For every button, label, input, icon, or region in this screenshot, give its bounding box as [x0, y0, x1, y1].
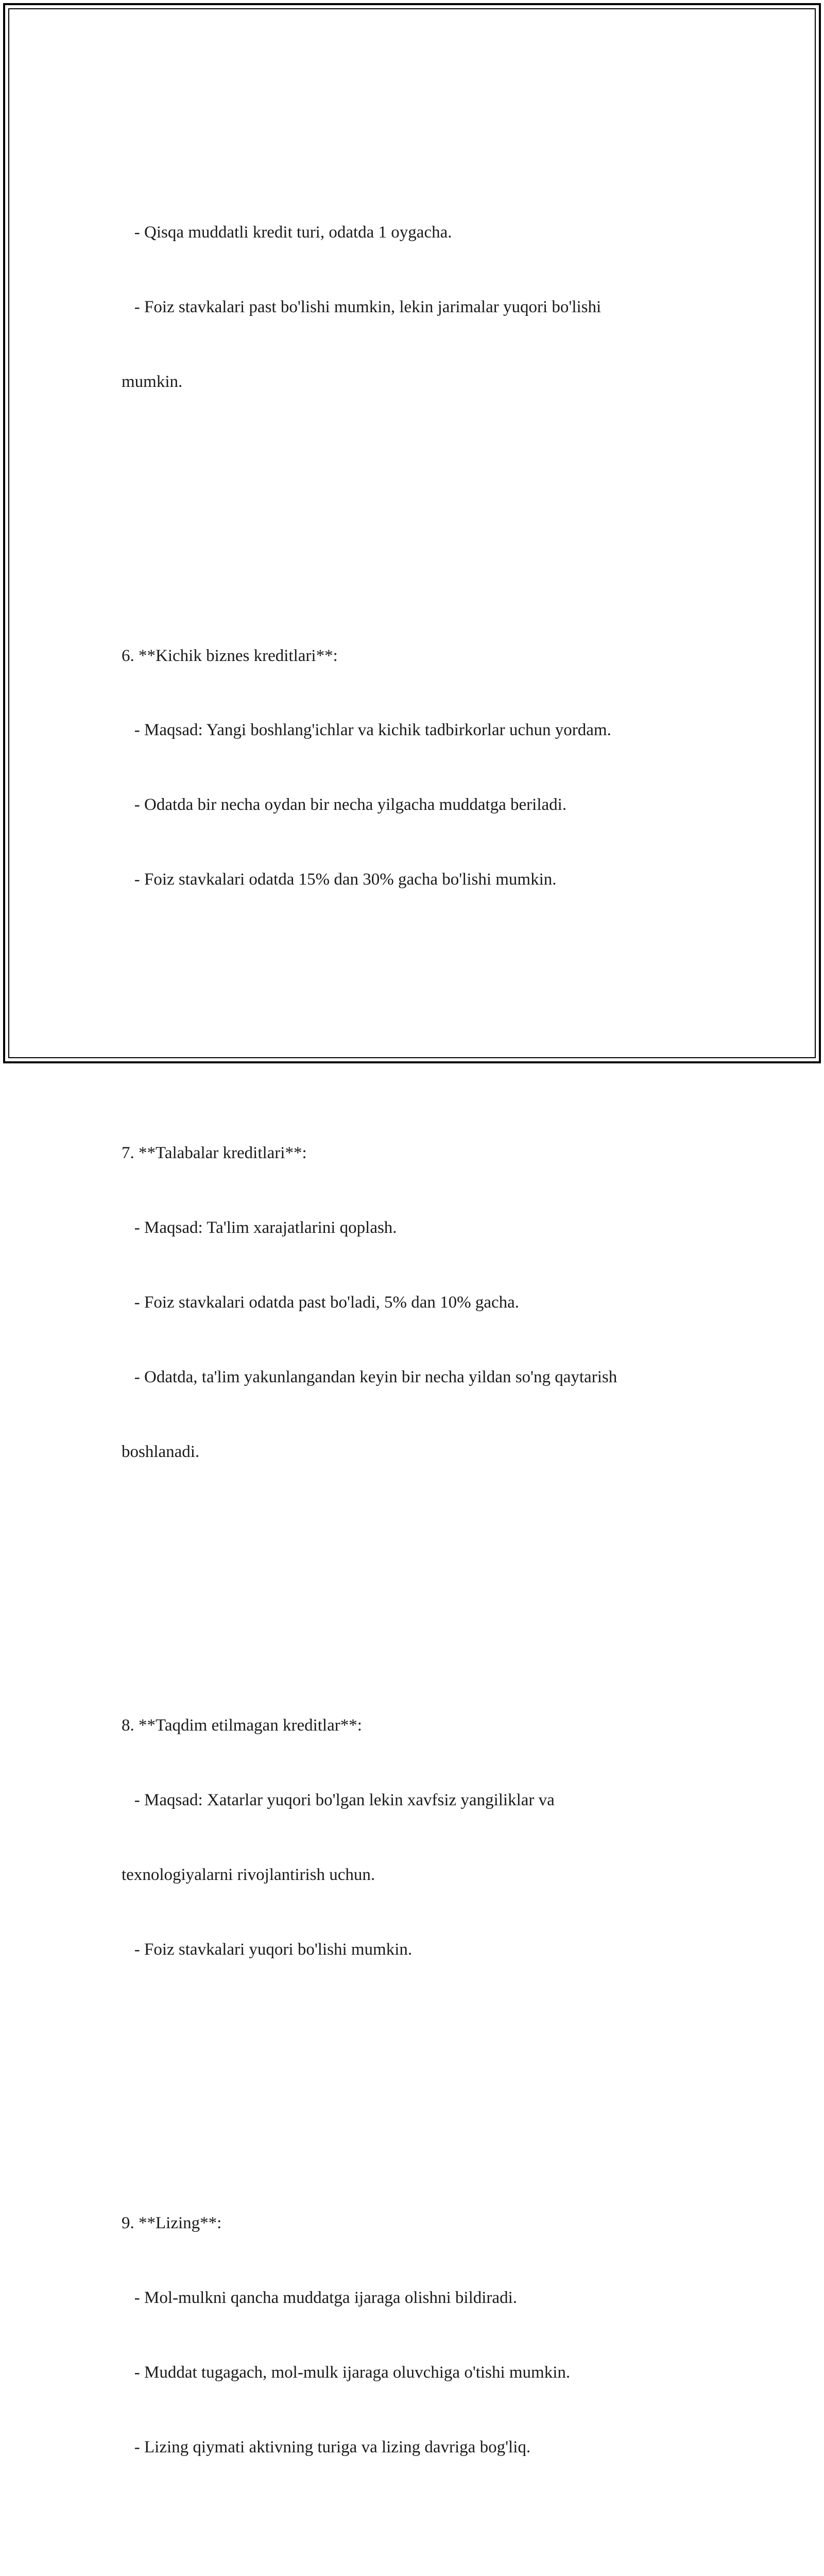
section-unsecured-loans [122, 1664, 703, 2012]
section-heading: 6. **Kichik biznes kreditlari**: [122, 646, 338, 665]
list-item: - Odatda, ta'lim yakunlangandan keyin bir necha yildan so'ng qaytarish [122, 1368, 617, 1387]
section-heading: 7. **Talabalar kreditlari**: [122, 1144, 307, 1163]
list-item: - Odatda bir necha oydan bir necha yilgacha muddatga beriladi. [122, 795, 567, 815]
list-item: - Maqsad: Ta'lim xarajatlarini qoplash. [122, 1218, 397, 1238]
text-line: - Qisqa muddatli kredit turi, odatda 1 oygacha. [122, 223, 452, 242]
list-item: - Foiz stavkalari odatda 15% dan 30% gacha bo'lishi mumkin. [122, 870, 557, 889]
list-item: - Maqsad: Yangi boshlang'ichlar va kichik tadbirkorlar uchun yordam. [122, 721, 611, 740]
section-small-business-loans [122, 594, 703, 942]
paragraph-gap [122, 2061, 703, 2086]
list-item: - Muddat tugagach, mol-mulk ijaraga oluvchiga o'tishi mumkin. [122, 2363, 571, 2382]
paragraph-gap [122, 494, 703, 519]
intro-block [122, 171, 703, 444]
list-item: - Mol-mulkni qancha muddatga ijaraga olishni bildiradi. [122, 2289, 517, 2308]
list-item: - Foiz stavkalari yuqori bo'lishi mumkin. [122, 1940, 413, 1959]
document-body [122, 96, 703, 2576]
section-heading: 8. **Taqdim etilmagan kreditlar**: [122, 1716, 362, 1735]
list-item: - Lizing qiymati aktivning turiga va lizing davriga bog'liq. [122, 2437, 531, 2456]
section-heading: 9. **Lizing**: [122, 2214, 222, 2233]
paragraph-gap [122, 2559, 703, 2576]
list-item: boshlanadi. [122, 1443, 200, 1462]
paragraph-gap [122, 1564, 703, 1589]
section-student-loans [122, 1091, 703, 1514]
paragraph-gap [122, 992, 703, 1016]
text-line: mumkin. [122, 372, 183, 392]
text-line: - Foiz stavkalari past bo'lishi mumkin, lekin jarimalar yuqori bo'lishi [122, 298, 602, 317]
list-item: - Maqsad: Xatarlar yuqori bo'lgan lekin xavfsiz yangiliklar va [122, 1791, 555, 1810]
list-item: - Foiz stavkalari odatda past bo'ladi, 5% dan 10% gacha. [122, 1293, 520, 1312]
list-item: texnologiyalarni rivojlantirish uchun. [122, 1866, 375, 1885]
section-leasing [122, 2161, 703, 2510]
